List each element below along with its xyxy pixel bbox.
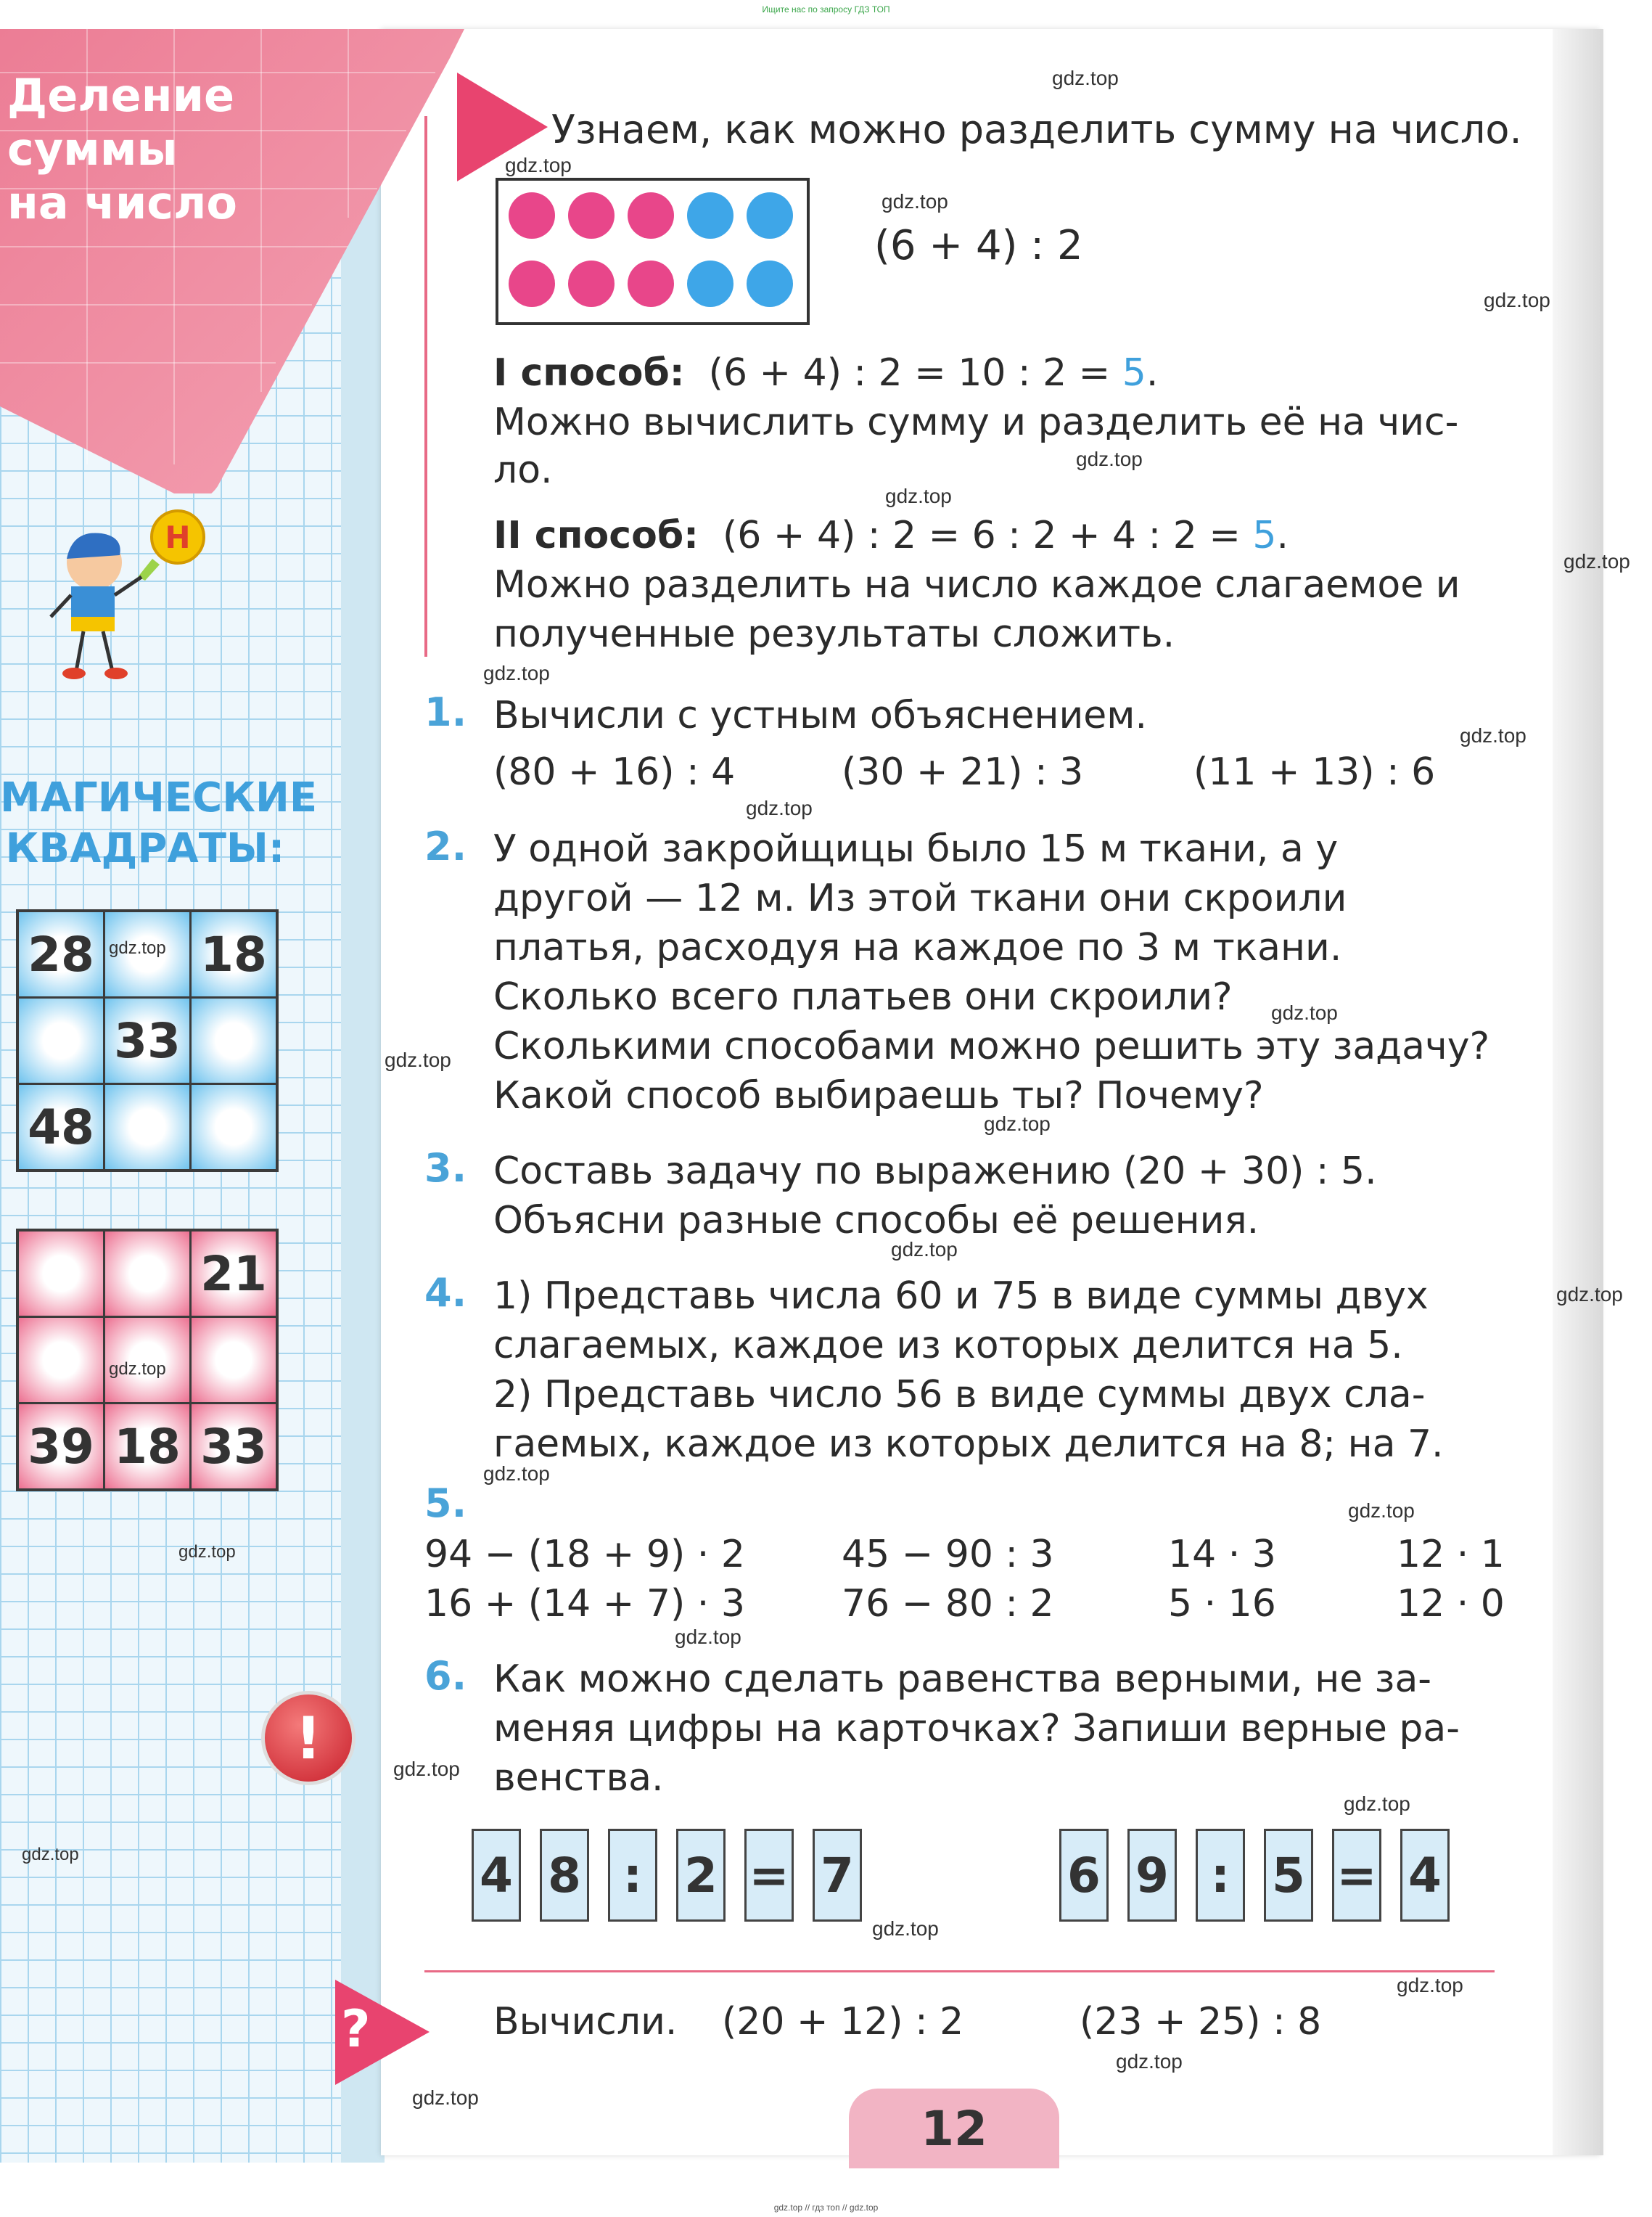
way-1-dot: . xyxy=(1146,351,1159,395)
task-number: 1. xyxy=(424,689,467,735)
watermark: gdz.top xyxy=(891,1238,958,1261)
watermark: gdz.top xyxy=(412,2086,479,2109)
task-5-expr: 14 · 3 xyxy=(1168,1533,1276,1576)
watermark: gdz.top xyxy=(1116,2050,1183,2073)
dot-pink xyxy=(509,261,555,307)
task-1-expr: (30 + 21) : 3 xyxy=(842,750,1084,794)
dot-blue xyxy=(687,261,733,307)
watermark: gdz.top xyxy=(1397,1974,1463,1996)
magic-cell xyxy=(105,1085,189,1169)
lesson-title xyxy=(7,69,237,230)
watermark: gdz.top xyxy=(675,1626,741,1648)
way-1-result: 5 xyxy=(1122,351,1146,395)
title-line-2: суммы xyxy=(7,123,178,176)
dot-pink xyxy=(568,261,615,307)
page-number: 12 xyxy=(849,2089,1059,2168)
intro-expression: (6 + 4) : 2 xyxy=(874,222,1083,269)
task-2-line: Сколькими способами можно решить эту задачу? xyxy=(493,1025,1490,1068)
dot-pink xyxy=(509,192,555,239)
task-number: 2. xyxy=(424,824,467,869)
watermark: gdz.top xyxy=(1460,724,1526,747)
task-5-expr: 76 − 80 : 2 xyxy=(842,1582,1054,1626)
dots-picture xyxy=(496,178,810,325)
digit-card: 6 xyxy=(1059,1829,1109,1922)
magic-cell: 48 xyxy=(19,1085,103,1169)
watermark: gdz.top xyxy=(1563,550,1630,573)
way-1-expression: (6 + 4) : 2 = 10 : 2 = xyxy=(708,351,1122,395)
task-5-expr: 45 − 90 : 3 xyxy=(842,1533,1054,1576)
watermark: gdz.top xyxy=(178,1542,236,1562)
title-line-1: Деление xyxy=(7,69,235,122)
magic-cell: 18 xyxy=(192,912,276,996)
task-5-expr: 12 · 1 xyxy=(1397,1533,1505,1576)
way-2-expression: (6 + 4) : 2 = 6 : 2 + 4 : 2 = xyxy=(723,514,1253,557)
dot-pink xyxy=(628,192,674,239)
attention-icon: ! xyxy=(261,1691,356,1785)
task-2-line: Сколько всего платьев они скроили? xyxy=(493,975,1233,1019)
watermark: gdz.top xyxy=(984,1112,1051,1135)
magic-cell xyxy=(19,1232,103,1316)
way-2-label: II способ: xyxy=(493,514,699,557)
watermark: gdz.top xyxy=(1556,1283,1623,1306)
watermark: gdz.top xyxy=(22,1845,79,1864)
question-mark: ? xyxy=(341,1999,371,2059)
magic-cell xyxy=(19,999,103,1083)
dot-blue xyxy=(687,192,733,239)
watermark: gdz.top xyxy=(483,662,550,684)
digit-card: = xyxy=(1332,1829,1381,1922)
watermark: gdz.top xyxy=(483,1462,550,1485)
digit-card: : xyxy=(608,1829,657,1922)
way-2-dot: . xyxy=(1276,514,1289,557)
digit-card: 8 xyxy=(540,1829,589,1922)
digit-card: 2 xyxy=(676,1829,726,1922)
watermark: gdz.top xyxy=(1076,448,1143,470)
watermark: gdz.top xyxy=(505,154,572,176)
magic-cell: 39 xyxy=(19,1404,103,1488)
watermark: gdz.top xyxy=(746,797,813,819)
dot-blue xyxy=(747,192,793,239)
boy-character-icon xyxy=(44,508,225,682)
section-rule xyxy=(424,116,427,657)
magic-cell xyxy=(192,999,276,1083)
question-rule xyxy=(424,1970,1495,1972)
magic-title-line-1: МАГИЧЕСКИЕ xyxy=(0,774,318,821)
question-expr: (20 + 12) : 2 xyxy=(722,2000,964,2044)
task-5-expr: 12 · 0 xyxy=(1397,1582,1505,1626)
way-2-text-2: полученные результаты сложить. xyxy=(493,612,1175,656)
question-label: Вычисли. xyxy=(493,2000,678,2044)
task-1-expr: (11 + 13) : 6 xyxy=(1193,750,1436,794)
dot-blue xyxy=(747,261,793,307)
way-1-label: I способ: xyxy=(493,351,685,395)
magic-cell: 28 xyxy=(19,912,103,996)
task-5-expr: 94 − (18 + 9) · 2 xyxy=(424,1533,745,1576)
watermark: gdz.top xyxy=(1344,1792,1410,1815)
watermark: gdz.top xyxy=(1484,289,1550,311)
task-1-text: Вычисли с устным объяснением. xyxy=(493,694,1148,737)
task-4-line: слагаемых, каждое из которых делится на 5. xyxy=(493,1324,1403,1367)
title-line-3: на число xyxy=(7,176,238,229)
task-number: 4. xyxy=(424,1270,467,1316)
magic-cell: 33 xyxy=(192,1404,276,1488)
task-4-line: 1) Представь числа 60 и 75 в виде суммы двух xyxy=(493,1274,1429,1318)
question-expr: (23 + 25) : 8 xyxy=(1080,2000,1322,2044)
watermark: gdz.top xyxy=(109,1359,166,1379)
digit-card: 4 xyxy=(472,1829,521,1922)
digit-card: : xyxy=(1196,1829,1245,1922)
task-4-line: гаемых, каждое из которых делится на 8; на 7. xyxy=(493,1422,1444,1466)
task-6-line: венства. xyxy=(493,1756,664,1800)
digit-card: 5 xyxy=(1264,1829,1313,1922)
task-6-line: меняя цифры на карточках? Запиши верные ра- xyxy=(493,1707,1460,1750)
magic-cell xyxy=(19,1318,103,1402)
magic-cell xyxy=(105,1232,189,1316)
letter-badge: Н xyxy=(165,520,191,555)
magic-cell xyxy=(192,1085,276,1169)
task-5-expr: 16 + (14 + 7) · 3 xyxy=(424,1582,745,1626)
watermark: gdz.top xyxy=(393,1758,460,1780)
page-shadow xyxy=(1553,29,1603,2155)
task-3-line: Составь задачу по выражению (20 + 30) : 5. xyxy=(493,1150,1377,1193)
watermark: gdz.top xyxy=(1271,1001,1338,1024)
dot-pink xyxy=(568,192,615,239)
task-6-line: Как можно сделать равенства верными, не за- xyxy=(493,1657,1432,1701)
magic-title-line-2: КВАДРАТЫ: xyxy=(5,825,285,872)
watermark: gdz.top xyxy=(385,1049,451,1071)
watermark: gdz.top xyxy=(882,190,948,213)
task-2-line: другой — 12 м. Из этой ткани они скроили xyxy=(493,877,1347,920)
task-number: 6. xyxy=(424,1653,467,1699)
way-2-line xyxy=(493,511,1289,560)
watermark: gdz.top xyxy=(885,485,952,507)
watermark: gdz.top xyxy=(109,938,166,958)
task-2-line: платья, расходуя на каждое по 3 м ткани. xyxy=(493,926,1342,970)
task-2-line: Какой способ выбираешь ты? Почему? xyxy=(493,1074,1264,1118)
digit-card: 7 xyxy=(813,1829,862,1922)
way-2-result: 5 xyxy=(1252,514,1277,557)
magic-squares-title xyxy=(0,773,318,874)
digit-card: 9 xyxy=(1127,1829,1177,1922)
magic-cell xyxy=(192,1318,276,1402)
way-2-text-1: Можно разделить на число каждое слагаемое и xyxy=(493,563,1460,607)
watermark: gdz.top xyxy=(872,1917,939,1940)
task-number: 5. xyxy=(424,1480,467,1526)
way-1-text-2: ло. xyxy=(493,448,553,492)
magic-cell: 18 xyxy=(105,1404,189,1488)
top-note: Ищите нас по запросу ГДЗ ТОП xyxy=(762,4,890,15)
watermark: gdz.top xyxy=(1348,1499,1415,1522)
intro-text: Узнаем, как можно разделить сумму на число. xyxy=(551,107,1522,152)
watermark: gdz.top xyxy=(1052,67,1119,89)
task-3-line: Объясни разные способы её решения. xyxy=(493,1199,1259,1242)
way-1-line xyxy=(493,348,1158,398)
digit-card: 4 xyxy=(1400,1829,1450,1922)
magic-cell: 21 xyxy=(192,1232,276,1316)
task-2-line: У одной закройщицы было 15 м ткани, а у xyxy=(493,827,1339,871)
task-5-expr: 5 · 16 xyxy=(1168,1582,1276,1626)
task-4-line: 2) Представь число 56 в виде суммы двух сла- xyxy=(493,1373,1426,1417)
way-1-text-1: Можно вычислить сумму и разделить её на чис- xyxy=(493,401,1459,444)
task-number: 3. xyxy=(424,1145,467,1191)
dot-pink xyxy=(628,261,674,307)
digit-card: = xyxy=(744,1829,794,1922)
task-1-expr: (80 + 16) : 4 xyxy=(493,750,736,794)
bottom-note: gdz.top // гдз топ // gdz.top xyxy=(773,2202,879,2213)
magic-cell: 33 xyxy=(105,999,189,1083)
